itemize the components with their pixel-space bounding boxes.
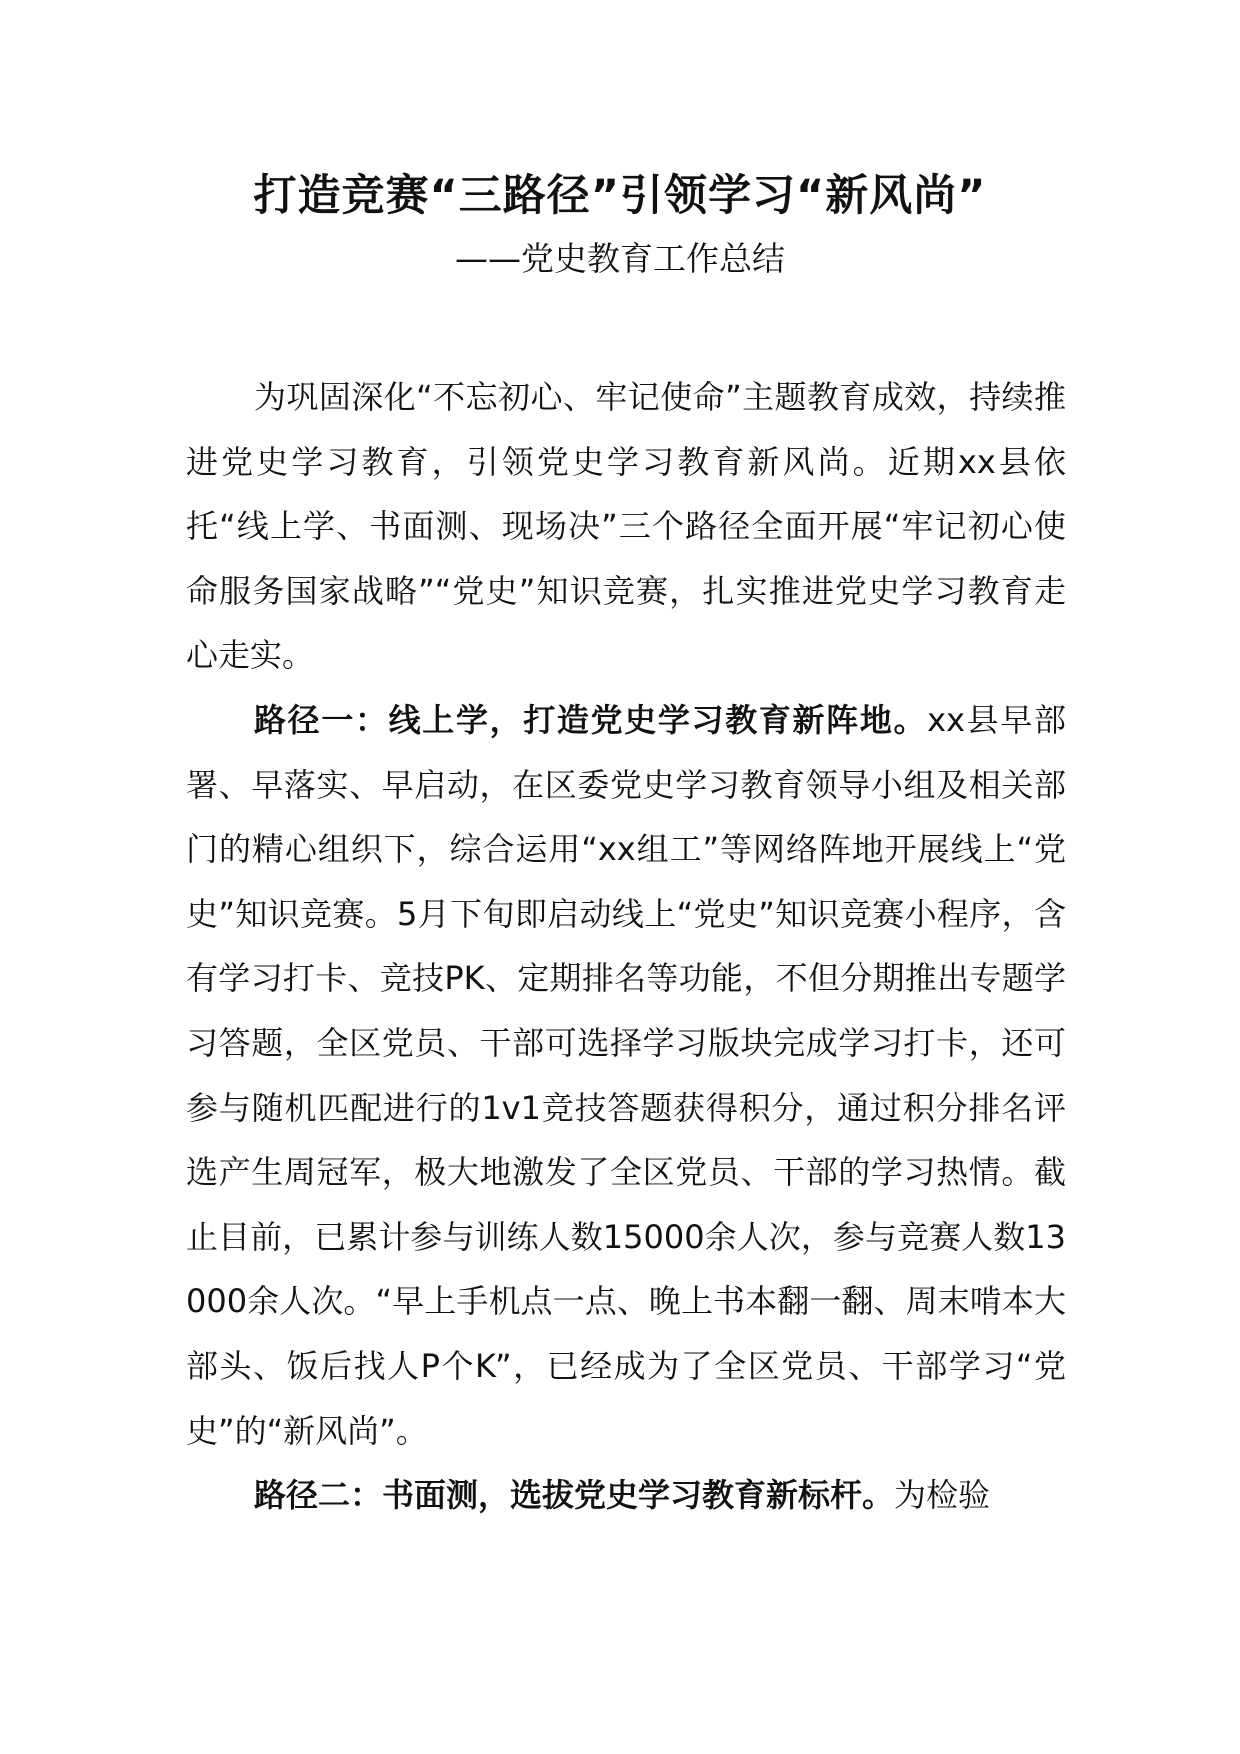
document-subtitle: ——党史教育工作总结: [455, 239, 785, 278]
paragraph-lead: 路径二：书面测，选拔党史学习教育新标杆。: [254, 1476, 895, 1515]
document-title: 打造竞赛“三路径”引领学习“新风尚”: [253, 171, 987, 221]
paragraph-text: 为巩固深化“不忘初心、牢记使命”主题教育成效，持续推进党史学习教育，引领党史学习教育新风尚。近期xx县依托“线上学、书面测、现场决”三个路径全面开展“牢记初心使命服务国家战略”“党史”知识竞赛，扎实推进党史学习教育走心走实。: [186, 378, 1066, 675]
paragraph-intro: [186, 365, 1066, 688]
paragraph-path-two: [186, 1463, 1066, 1528]
paragraph-text: xx县早部署、早落实、早启动，在区委党史学习教育领导小组及相关部门的精心组织下，综合运用“xx组工”等网络阵地开展线上“党史”知识竞赛。5月下旬即启动线上“党史”知识竞赛小程序，含有学习打卡、竞技PK、定期排名等功能，不但分期推出专题学习答题，全区党员、干部可选择学习版块完成学习打卡，还可参与随机匹配进行的1v1竞技答题获得积分，通过积分排名评选产生周冠军，极大地激发了全区党员、干部的学习热情。截止目前，已累计参与训练人数15000余人次，参与竞赛人数13000余人次。“早上手机点一点、晚上书本翻一翻、周末啃本大部头、饭后找人P个K”，已经成为了全区党员、干部学习“党史”的“新风尚”。: [186, 700, 1066, 1450]
paragraph-text: 为检验: [894, 1476, 991, 1515]
document-body: [186, 365, 1066, 1528]
paragraph-path-one: [186, 688, 1066, 1463]
paragraph-lead: 路径一：线上学，打造党史学习教育新阵地。: [254, 700, 928, 739]
